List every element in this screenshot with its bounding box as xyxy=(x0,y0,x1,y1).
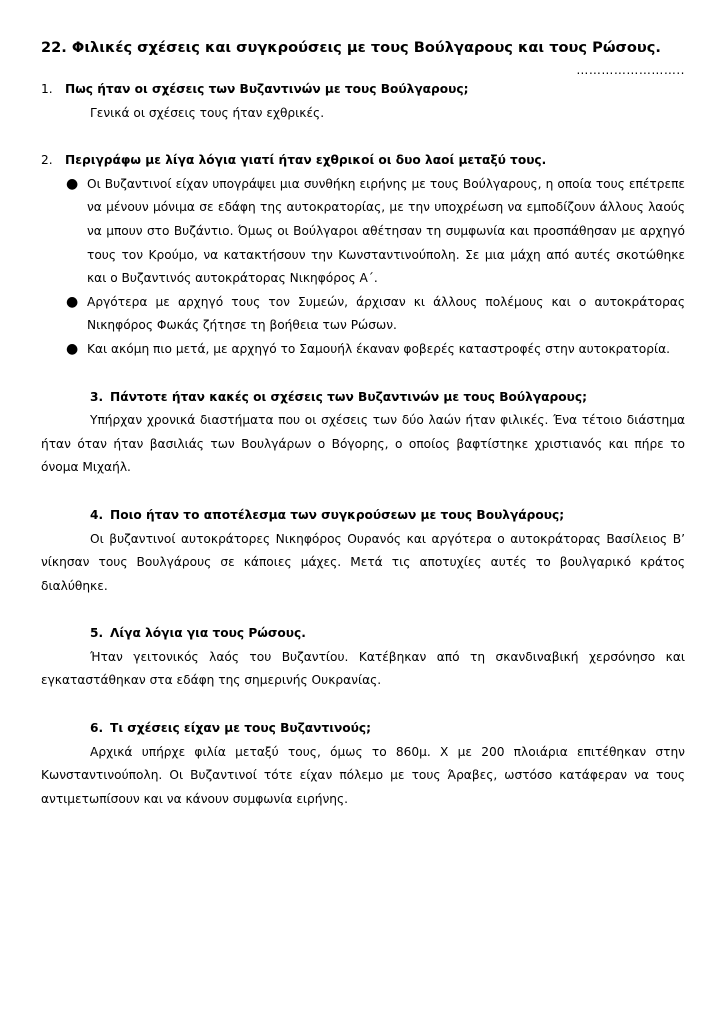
question-2-number: 2. xyxy=(41,153,53,168)
answer-4: Οι βυζαντινοί αυτοκράτορες Νικηφόρος Ουρανός και αργότερα ο αυτοκράτορας Βασίλειος Β’ νίκησαν τους Βουλγάρους σε κάποιες μάχες. Μετά τις αποτυχίες αυτές το βουλγαρικό κράτος διαλύθηκε. xyxy=(41,531,685,593)
name-blank-dots: …………………….. xyxy=(576,63,685,77)
question-6 xyxy=(41,717,685,741)
question-1 xyxy=(41,78,685,102)
question-4 xyxy=(41,504,685,528)
worksheet-page xyxy=(41,38,685,811)
question-3-text: Πάντοτε ήταν κακές οι σχέσεις των Βυζαντινών με τους Βούλγαρους; xyxy=(110,389,587,404)
list-item xyxy=(41,338,685,362)
question-4-number: 4. xyxy=(90,507,104,522)
list-item-text: Και ακόμη πιο μετά, με αρχηγό το Σαμουήλ έκαναν φοβερές καταστροφές στην αυτοκρατορία. xyxy=(87,341,670,356)
question-6-text: Τι σχέσεις είχαν με τους Βυζαντινούς; xyxy=(110,721,372,736)
spacer xyxy=(41,693,685,717)
answer-1: Γενικά οι σχέσεις τους ήταν εχθρικές. xyxy=(90,105,325,120)
question-3 xyxy=(41,386,685,410)
bullet-icon: ● xyxy=(66,175,79,192)
worksheet-title: 22. Φιλικές σχέσεις και συγκρούσεις με τους Βούλγαρους και τους Ρώσους. xyxy=(41,39,661,56)
answer-5: Ήταν γειτονικός λαός του Βυζαντίου. Κατέβηκαν από τη σκανδιναβική χερσόνησο και εγκαταστάθηκαν στα εδάφη της σημερινής Ουκρανίας. xyxy=(41,649,685,688)
question-3-number: 3. xyxy=(90,389,104,404)
bullet-icon: ● xyxy=(66,340,79,357)
question-1-text: Πως ήταν οι σχέσεις των Βυζαντινών με τους Βούλγαρους; xyxy=(65,82,469,96)
list-item-text: Αργότερα με αρχηγό τους τον Συμεών, άρχισαν κι άλλους πολέμους και ο αυτοκράτορας Νικηφόρος Φωκάς ζήτησε τη βοήθεια των Ρώσων. xyxy=(87,294,685,333)
spacer xyxy=(41,362,685,386)
list-item-text: Οι Βυζαντινοί είχαν υπογράψει μια συνθήκη ειρήνης με τους Βούλγαρους, η οποία τους επέτρεπε να μένουν μόνιμα σε εδάφη της αυτοκρατορίας, με την υποχρέωση να εμποδίζουν άλλους λαούς να μπουν στο Βυζάντιο. Όμως οι Βούλγαροι αθέτησαν τη συμφωνία και προσπάθησαν με αρχηγό τους τον Κρούμο, να κατακτήσουν την Κωνσταντινούπολη. Σε μια μάχη από αυτές σκοτώθηκε και ο Βυζαντινός αυτοκράτορας Νικηφόρος Α΄. xyxy=(87,176,685,286)
question-5-number: 5. xyxy=(90,626,104,641)
spacer xyxy=(41,125,685,149)
answer-2-list xyxy=(41,173,685,362)
question-1-number: 1. xyxy=(41,82,53,96)
question-2 xyxy=(41,149,685,173)
answer-3: Υπήρχαν χρονικά διαστήματα που οι σχέσεις των δύο λαών ήταν φιλικές. Ένα τέτοιο διάστημα ήταν όταν ήταν βασιλιάς των Βουλγάρων ο Βόγορης, ο οποίος βαφτίστηκε χριστιανός και πήρε το όνομα Μιχαήλ. xyxy=(41,413,685,475)
answer-6: Αρχικά υπήρχε φιλία μεταξύ τους, όμως το 860μ. Χ με 200 πλοιάρια επιτέθηκαν στην Κωνσταντινούπολη. Οι Βυζαντινοί τότε είχαν πόλεμο με τους Άραβες, ωστόσο κατάφεραν να τους αντιμετωπίσουν και να κάνουν συμφωνία ειρήνης. xyxy=(41,744,685,806)
question-4-text: Ποιο ήταν το αποτέλεσμα των συγκρούσεων με τους Βουλγάρους; xyxy=(110,507,565,522)
spacer xyxy=(41,480,685,504)
spacer xyxy=(41,598,685,622)
question-6-number: 6. xyxy=(90,721,104,736)
bullet-icon: ● xyxy=(66,293,79,310)
question-5-text: Λίγα λόγια για τους Ρώσους. xyxy=(110,626,306,641)
list-item xyxy=(41,173,685,291)
list-item xyxy=(41,291,685,338)
question-5 xyxy=(41,622,685,646)
question-2-text: Περιγράφω με λίγα λόγια γιατί ήταν εχθρικοί οι δυο λαοί μεταξύ τους. xyxy=(65,153,547,168)
